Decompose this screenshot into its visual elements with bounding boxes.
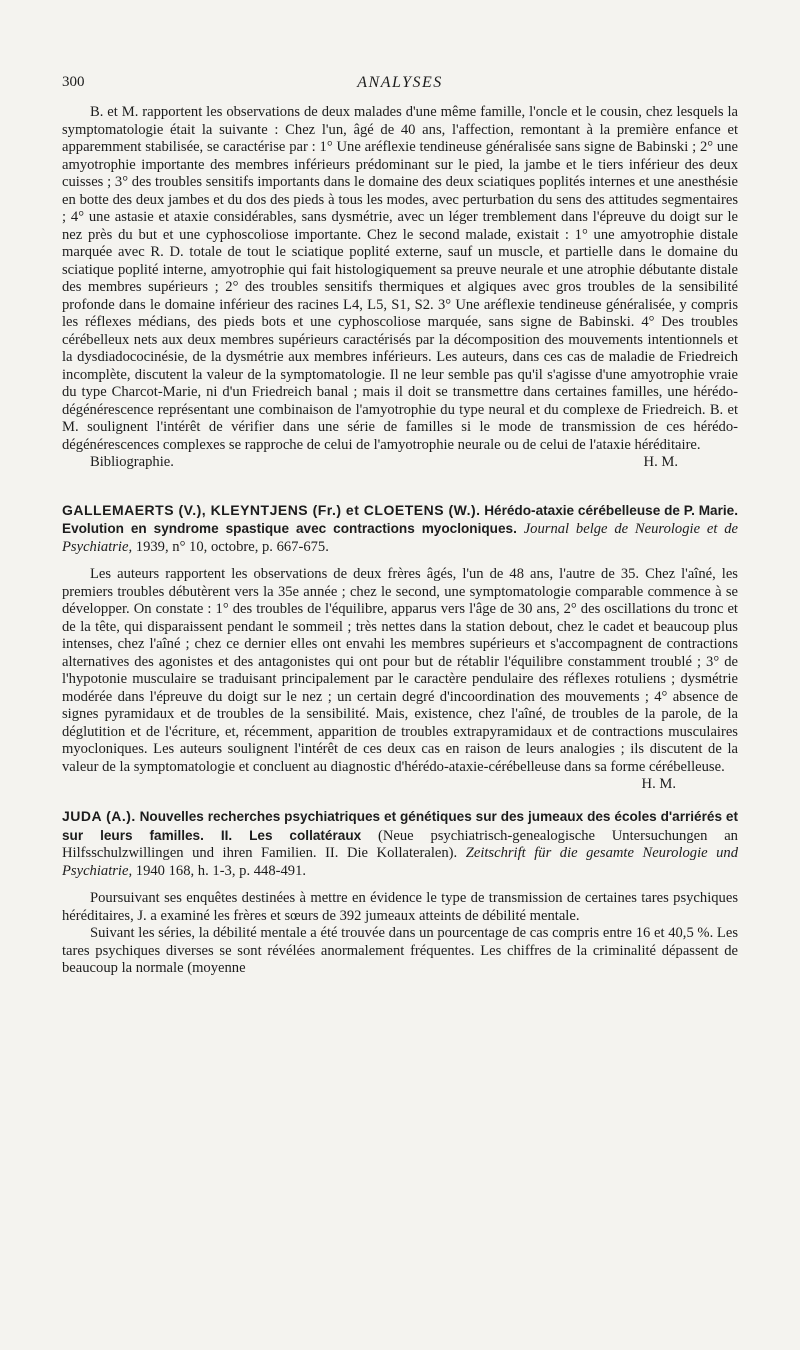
review-1-footer	[62, 454, 738, 472]
review-2-reference	[62, 502, 738, 557]
review-3-subtitle: (Neue psychiatrisch-genealogische Untersuchungen an Hilfsschulzwillingen und ihren Familien. II. Die Kollateralen).	[62, 827, 738, 861]
review-2-citation: 1939, n° 10, octobre, p. 667-675.	[135, 538, 329, 555]
review-3-citation: 1940 168, h. 1-3, p. 448-491.	[135, 862, 307, 879]
review-2-journal: Journal belge de Neurologie et de Psychiatrie,	[62, 521, 738, 555]
review-3-paragraph-1: Poursuivant ses enquêtes destinées à mettre en évidence le type de transmission de certaines tares psychiques héréditaires, J. a examiné les frères et sœurs de 392 jumeaux atteints de débilité mentale.	[62, 890, 738, 924]
running-head: ANALYSES	[357, 74, 443, 91]
review-3-reference	[62, 808, 738, 880]
review-2-text: Les auteurs rapportent les observations de deux frères âgés, l'un de 48 ans, l'autre de 35. Chez l'aîné, les premiers troubles débutèrent vers la 35e année ; chez le second, une symptomatologie comparable commence à se développer. On constate : 1° des troubles de l'équilibre, apparus vers l'âge de 30 ans, 2° des oscillations du tronc et de la tête, qui disparaissent pendant le sommeil ; très nettes dans la station debout, chez le cadet et beaucoup plus intenses, chez l'aîné ; chez ce dernier elles ont envahi les membres supérieurs et s'accompagnent de contractions alternatives des agonistes et des antagonistes qui ont pour but de rétablir l'équilibre constamment troublé ; 3° de l'hypotonie musculaire se traduisant principalement par le caractère pendulaire des réflexes rotuliens ; dysmétrie modérée dans l'épreuve du doigt sur le nez ; un certain degré d'incoordination des mouvements ; 4° absence de signes pyramidaux et de troubles de la sensibilité. Mais, existence, chez l'aîné, de troubles de la parole, de la déglutition et de l'écriture, et, récemment, apparition de troubles extrapyramidaux et de contractions musculaires myocloniques. Les auteurs soulignent l'intérêt de ces deux cas en raison de leurs analogies ; ils discutent de la valeur de la symptomatologie et concluent au diagnostic d'hérédo-ataxie-cérébelleuse dans sa forme cérébelleuse.	[62, 566, 738, 775]
review-1-body: B. et M. rapportent les observations de deux malades d'une même famille, l'oncle et le cousin, chez lesquels la symptomatologie était la suivante : Chez l'un, âgé de 40 ans, l'affection, remontant à la première enfance et apparemment stabilisée, se caractérise par : 1° Une aréflexie tendineuse généralisée sans signe de Babinski ; 2° une amyotrophie importante des membres inférieurs prédominant sur le pied, la jambe et le tiers inférieur des deux cuisses ; 3° des troubles sensitifs importants dans le domaine des deux sciatiques poplités internes et une anesthésie en botte des deux jambes et du dos des pieds à tous les modes, avec perturbation du sens des attitudes segmentaires ; 4° une astasie et ataxie considérables, sans dysmétrie, avec un léger tremblement dans l'épreuve du doigt sur le nez près du but et une cyphoscoliose importante. Chez le second malade, existait : 1° une amyotrophie distale marquée avec R. D. totale de tout le sciatique poplité externe, sauf un muscle, et partielle dans le domaine du sciatique poplité interne, amyotrophie qui fait histologiquement sa preuve neurale et une atrophie débutante distale des membres supérieurs ; 2° des troubles sensitifs thermiques et algiques avec gros troubles de la sensibilité profonde dans le domaine inférieur des racines L4, L5, S1, S2. 3° Une aréflexie tendineuse généralisée, y compris les réflexes médians, des pieds bots et une cyphoscoliose marquée, sans signe de Babinski. 4° Des troubles cérébelleux nets aux deux membres supérieurs caractérisés par la décomposition des mouvements intentionnels et la dysdiadococinésie, de la dysmétrie aux membres inférieurs. Les auteurs, dans ces cas de maladie de Friedreich incomplète, discutent la valeur de la symptomatologie. Il ne leur semble pas qu'il s'agisse d'une amyotrophie vraie du type Charcot-Marie, ni d'un Friedreich banal ; mais il doit se transmettre dans certaines familles, une hérédo-dégénérescence représentant une combinaison de l'amyotrophie du type neural et du complexe de Friedreich. B. et M. soulignent l'intérêt de vérifier dans une série de familles si le mode de transmission de ces hérédo-dégénérescences complexes se rapproche de celui de l'amyotrophie neurale ou de celui de l'ataxie héréditaire.	[62, 104, 738, 453]
page	[62, 74, 738, 978]
review-3-journal: Zeitschrift für die gesamte Neurologie und Psychiatrie,	[62, 845, 739, 879]
review-2-signature: H. M.	[641, 776, 676, 792]
review-2-authors: GALLEMAERTS (V.), KLEYNTJENS (Fr.) et CLOETENS (W.).	[62, 501, 481, 518]
bibliography-label: Bibliographie.	[90, 454, 174, 470]
review-3-paragraph-2: Suivant les séries, la débilité mentale a été trouvée dans un pourcentage de cas compris entre 16 et 40,5 %. Les tares psychiques diverses se sont révélées anormalement fréquentes. Les chiffres de la criminalité dépassent de beaucoup la normale (moyenne	[62, 925, 738, 976]
review-2-title: Hérédo-ataxie cérébelleuse de P. Marie. Evolution en syndrome spastique avec contractions myocloniques.	[62, 502, 738, 536]
review-3-title: Nouvelles recherches psychiatriques et génétiques sur des jumeaux des écoles d'arriérés et sur leurs familles. II. Les collatéraux	[62, 809, 739, 843]
page-number: 300	[62, 74, 85, 90]
review-2-body	[62, 566, 738, 792]
page-header	[62, 74, 738, 100]
review-1-signature: H. M.	[643, 454, 678, 470]
review-3-authors: JUDA (A.).	[62, 808, 136, 824]
